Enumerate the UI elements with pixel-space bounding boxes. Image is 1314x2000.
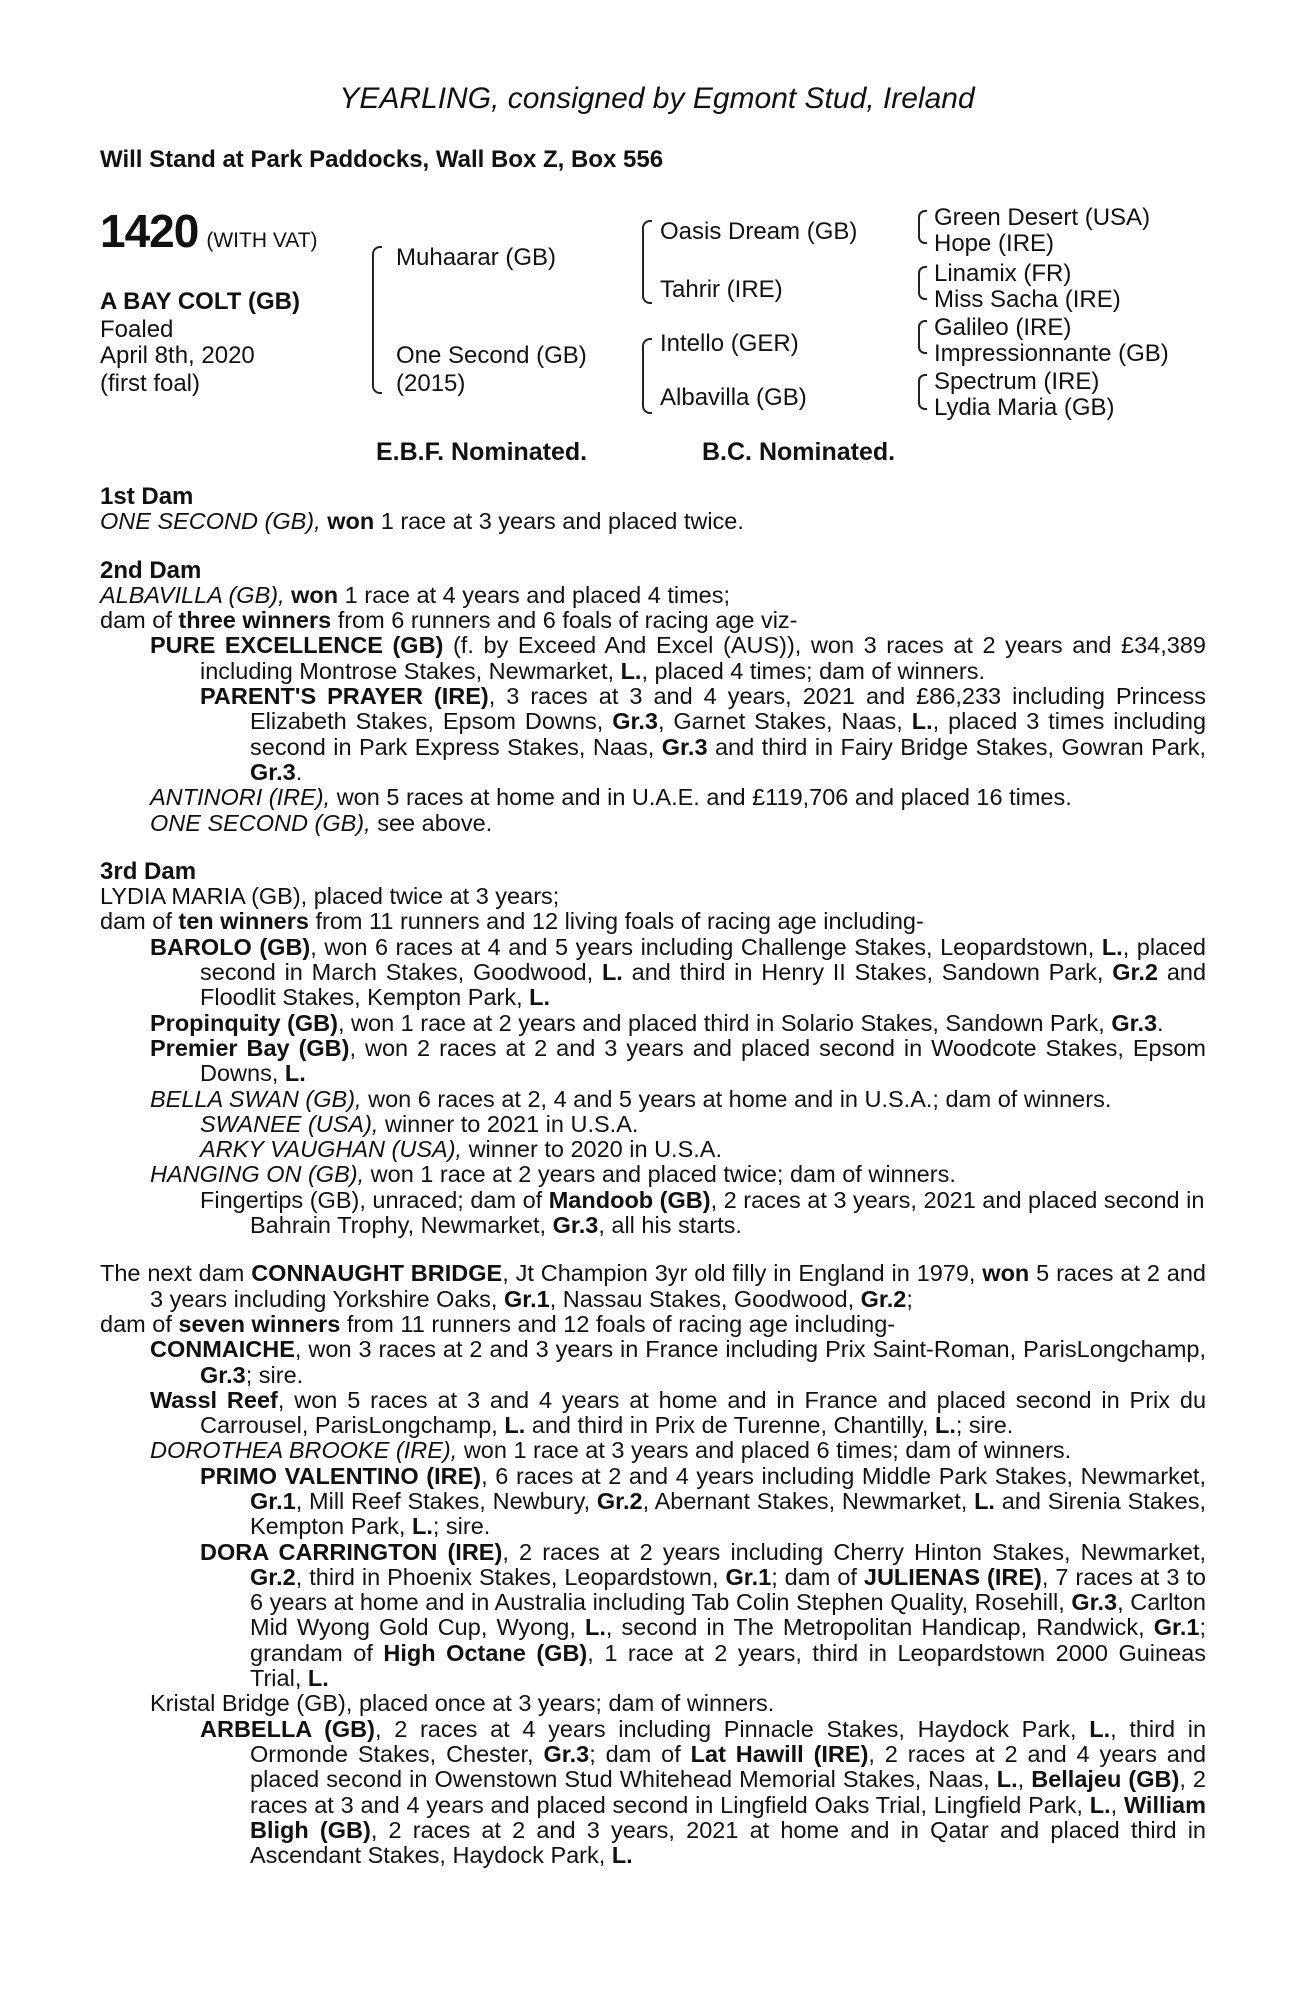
pedigree-gg-7: Spectrum (IRE) <box>934 368 1100 395</box>
pedigree-sire-sire: Oasis Dream (GB) <box>660 218 858 245</box>
progeny-parents-prayer: PARENT'S PRAYER (IRE), 3 races at 3 and 4 years, 2021 and £86,233 including Princess Elizabeth Stakes, Epsom Downs, Gr.3, Garnet Stakes, Naas, L., placed 3 times including second in Park Express Stakes, Naas, Gr.3 and third in Fairy Bridge Stakes, Gowran Park, Gr.3. <box>200 683 1207 785</box>
progeny-antinori: ANTINORI (IRE), won 5 races at home and in U.A.E. and £119,706 and placed 16 times. <box>150 784 1072 811</box>
foaled-label: Foaled <box>100 316 174 343</box>
pedigree-brace-g34 <box>918 266 927 300</box>
third-dam-heading: 3rd Dam <box>100 857 197 885</box>
progeny-dora-carrington: DORA CARRINGTON (IRE), 2 races at 2 years including Cherry Hinton Stakes, Newmarket, Gr.2, third in Phoenix Stakes, Leopardstown, Gr.1; dam of JULIENAS (IRE), 7 races at 3 to 6 years at home and in Australia including Tab Colin Stephen Quality, Rosehill, Gr.3, Carlton Mid Wyong Gold Cup, Wyong, L., second in The Metropolitan Handicap, Randwick, Gr.1; grandam of High Octane (GB), 1 race at 2 years, third in Leopardstown 2000 Guineas Trial, L. <box>200 1538 1207 1692</box>
first-dam-heading: 1st Dam <box>100 483 194 510</box>
second-dam-heading: 2nd Dam <box>100 556 202 584</box>
pedigree-gg-5: Galileo (IRE) <box>934 314 1072 341</box>
pedigree-sire-dam: Tahrir (IRE) <box>660 276 783 303</box>
pedigree-brace-sire <box>642 220 652 304</box>
progeny-premier-bay: Premier Bay (GB), won 2 races at 2 and 3 years and placed second in Woodcote Stakes, Epsom Downs, L. <box>150 1034 1206 1087</box>
pedigree-gg-8: Lydia Maria (GB) <box>934 394 1115 421</box>
pedigree-brace-g12 <box>918 210 927 244</box>
pedigree-dam-sire: Intello (GER) <box>660 330 799 357</box>
progeny-wassl-reef: Wassl Reef, won 5 races at 3 and 4 years at home and in France and placed second in Prix du Carrousel, ParisLongchamp, L. and third in Prix de Turenne, Chantilly, L.; sire. <box>150 1386 1207 1439</box>
foal-date: April 8th, 2020 <box>100 342 255 369</box>
progeny-swanee: SWANEE (USA), winner to 2021 in U.S.A. <box>200 1110 639 1137</box>
foal-note: (first foal) <box>100 370 201 397</box>
bc-nomination: B.C. Nominated. <box>702 438 896 466</box>
pedigree-dam: One Second (GB) <box>396 342 587 369</box>
pedigree-dam-year: (2015) <box>396 370 466 397</box>
pedigree-gg-4: Miss Sacha (IRE) <box>934 286 1121 313</box>
vat-note: (WITH VAT) <box>206 229 318 252</box>
pedigree-dam-dam: Albavilla (GB) <box>660 384 807 411</box>
third-dam-record: LYDIA MARIA (GB), placed twice at 3 years; <box>100 883 560 910</box>
progeny-arbella: ARBELLA (GB), 2 races at 4 years including Pinnacle Stakes, Haydock Park, L., third in Ormonde Stakes, Chester, Gr.3; dam of Lat Hawill (IRE), 2 races at 2 and 4 years and placed second in Owenstown Stud Whitehead Memorial Stakes, Naas, L., Bellajeu (GB), 2 races at 3 and 4 years and placed second in Lingfield Oaks Trial, Lingfield Park, L., William Bligh (GB), 2 races at 2 and 3 years, 2021 at home and in Qatar and placed third in Ascendant Stakes, Haydock Park, L. <box>200 1715 1207 1869</box>
progeny-kristal-bridge: Kristal Bridge (GB), placed once at 3 years; dam of winners. <box>150 1690 775 1717</box>
progeny-barolo: BAROLO (GB), won 6 races at 4 and 5 years including Challenge Stakes, Leopardstown, L., placed second in March Stakes, Goodwood, L. and third in Henry II Stakes, Sandown Park, Gr.2 and Floodlit Stakes, Kempton Park, L. <box>150 933 1207 1011</box>
lot-description: A BAY COLT (GB) <box>100 288 301 315</box>
progeny-primo-valentino: PRIMO VALENTINO (IRE), 6 races at 2 and 4 years including Middle Park Stakes, Newmarket, Gr.1, Mill Reef Stakes, Newbury, Gr.2, Abernant Stakes, Newmarket, L. and Sirenia Stakes, Kempton Park, L.; sire. <box>200 1462 1207 1540</box>
progeny-dorothea-brooke: DOROTHEA BROOKE (IRE), won 1 race at 3 years and placed 6 times; dam of winners. <box>150 1437 1072 1464</box>
first-dam-record: ONE SECOND (GB), won 1 race at 3 years and placed twice. <box>100 508 744 535</box>
third-dam-produce-summary: dam of ten winners from 11 runners and 12 living foals of racing age including- <box>100 908 924 935</box>
progeny-one-second: ONE SECOND (GB), see above. <box>150 809 493 836</box>
second-dam-produce-summary: dam of three winners from 6 runners and 6 foals of racing age viz- <box>100 607 798 634</box>
stand-location: Will Stand at Park Paddocks, Wall Box Z, Box 556 <box>100 146 664 173</box>
pedigree-brace-g56 <box>918 320 927 354</box>
page-title: YEARLING, consigned by Egmont Stud, Ireland <box>339 82 975 115</box>
lot-number-block <box>100 204 318 258</box>
pedigree-sire: Muhaarar (GB) <box>396 244 557 271</box>
progeny-bella-swan: BELLA SWAN (GB), won 6 races at 2, 4 and 5 years at home and in U.S.A.; dam of winners. <box>150 1085 1112 1112</box>
progeny-propinquity: Propinquity (GB), won 1 race at 2 years and placed third in Solario Stakes, Sandown Park, Gr.3. <box>150 1009 1164 1036</box>
pedigree-brace-dam <box>642 338 652 414</box>
progeny-fingertips: Fingertips (GB), unraced; dam of Mandoob (GB), 2 races at 3 years, 2021 and placed second in Bahrain Trophy, Newmarket, Gr.3, all his starts. <box>200 1186 1205 1239</box>
progeny-arky-vaughan: ARKY VAUGHAN (USA), winner to 2020 in U.S.A. <box>200 1136 722 1163</box>
next-dam-produce-summary: dam of seven winners from 11 runners and 12 foals of racing age including- <box>100 1310 896 1337</box>
catalogue-body <box>100 484 1206 1868</box>
progeny-pure-excellence: PURE EXCELLENCE (GB) (f. by Exceed And Excel (AUS)), won 3 races at 2 years and £34,389 including Montrose Stakes, Newmarket, L., placed 4 times; dam of winners. <box>150 632 1206 684</box>
pedigree-gg-2: Hope (IRE) <box>934 230 1055 257</box>
next-dam-record: The next dam CONNAUGHT BRIDGE, Jt Champion 3yr old filly in England in 1979, won 5 races at 2 and 3 years including Yorkshire Oaks, Gr.1, Nassau Stakes, Goodwood, Gr.2; <box>100 1260 1206 1312</box>
ebf-nomination: E.B.F. Nominated. <box>376 438 588 466</box>
lot-number: 1420 <box>100 205 199 257</box>
pedigree-brace-main <box>372 246 382 394</box>
pedigree-gg-3: Linamix (FR) <box>934 260 1072 287</box>
pedigree-gg-6: Impressionnante (GB) <box>934 340 1169 367</box>
pedigree-gg-1: Green Desert (USA) <box>934 204 1151 231</box>
progeny-hanging-on: HANGING ON (GB), won 1 race at 2 years and placed twice; dam of winners. <box>150 1161 956 1188</box>
second-dam-record: ALBAVILLA (GB), won 1 race at 4 years and placed 4 times; <box>100 581 731 608</box>
pedigree-brace-g78 <box>918 374 927 410</box>
progeny-conmaiche: CONMAICHE, won 3 races at 2 and 3 years in France including Prix Saint-Roman, ParisLongchamp, Gr.3; sire. <box>150 1336 1206 1388</box>
